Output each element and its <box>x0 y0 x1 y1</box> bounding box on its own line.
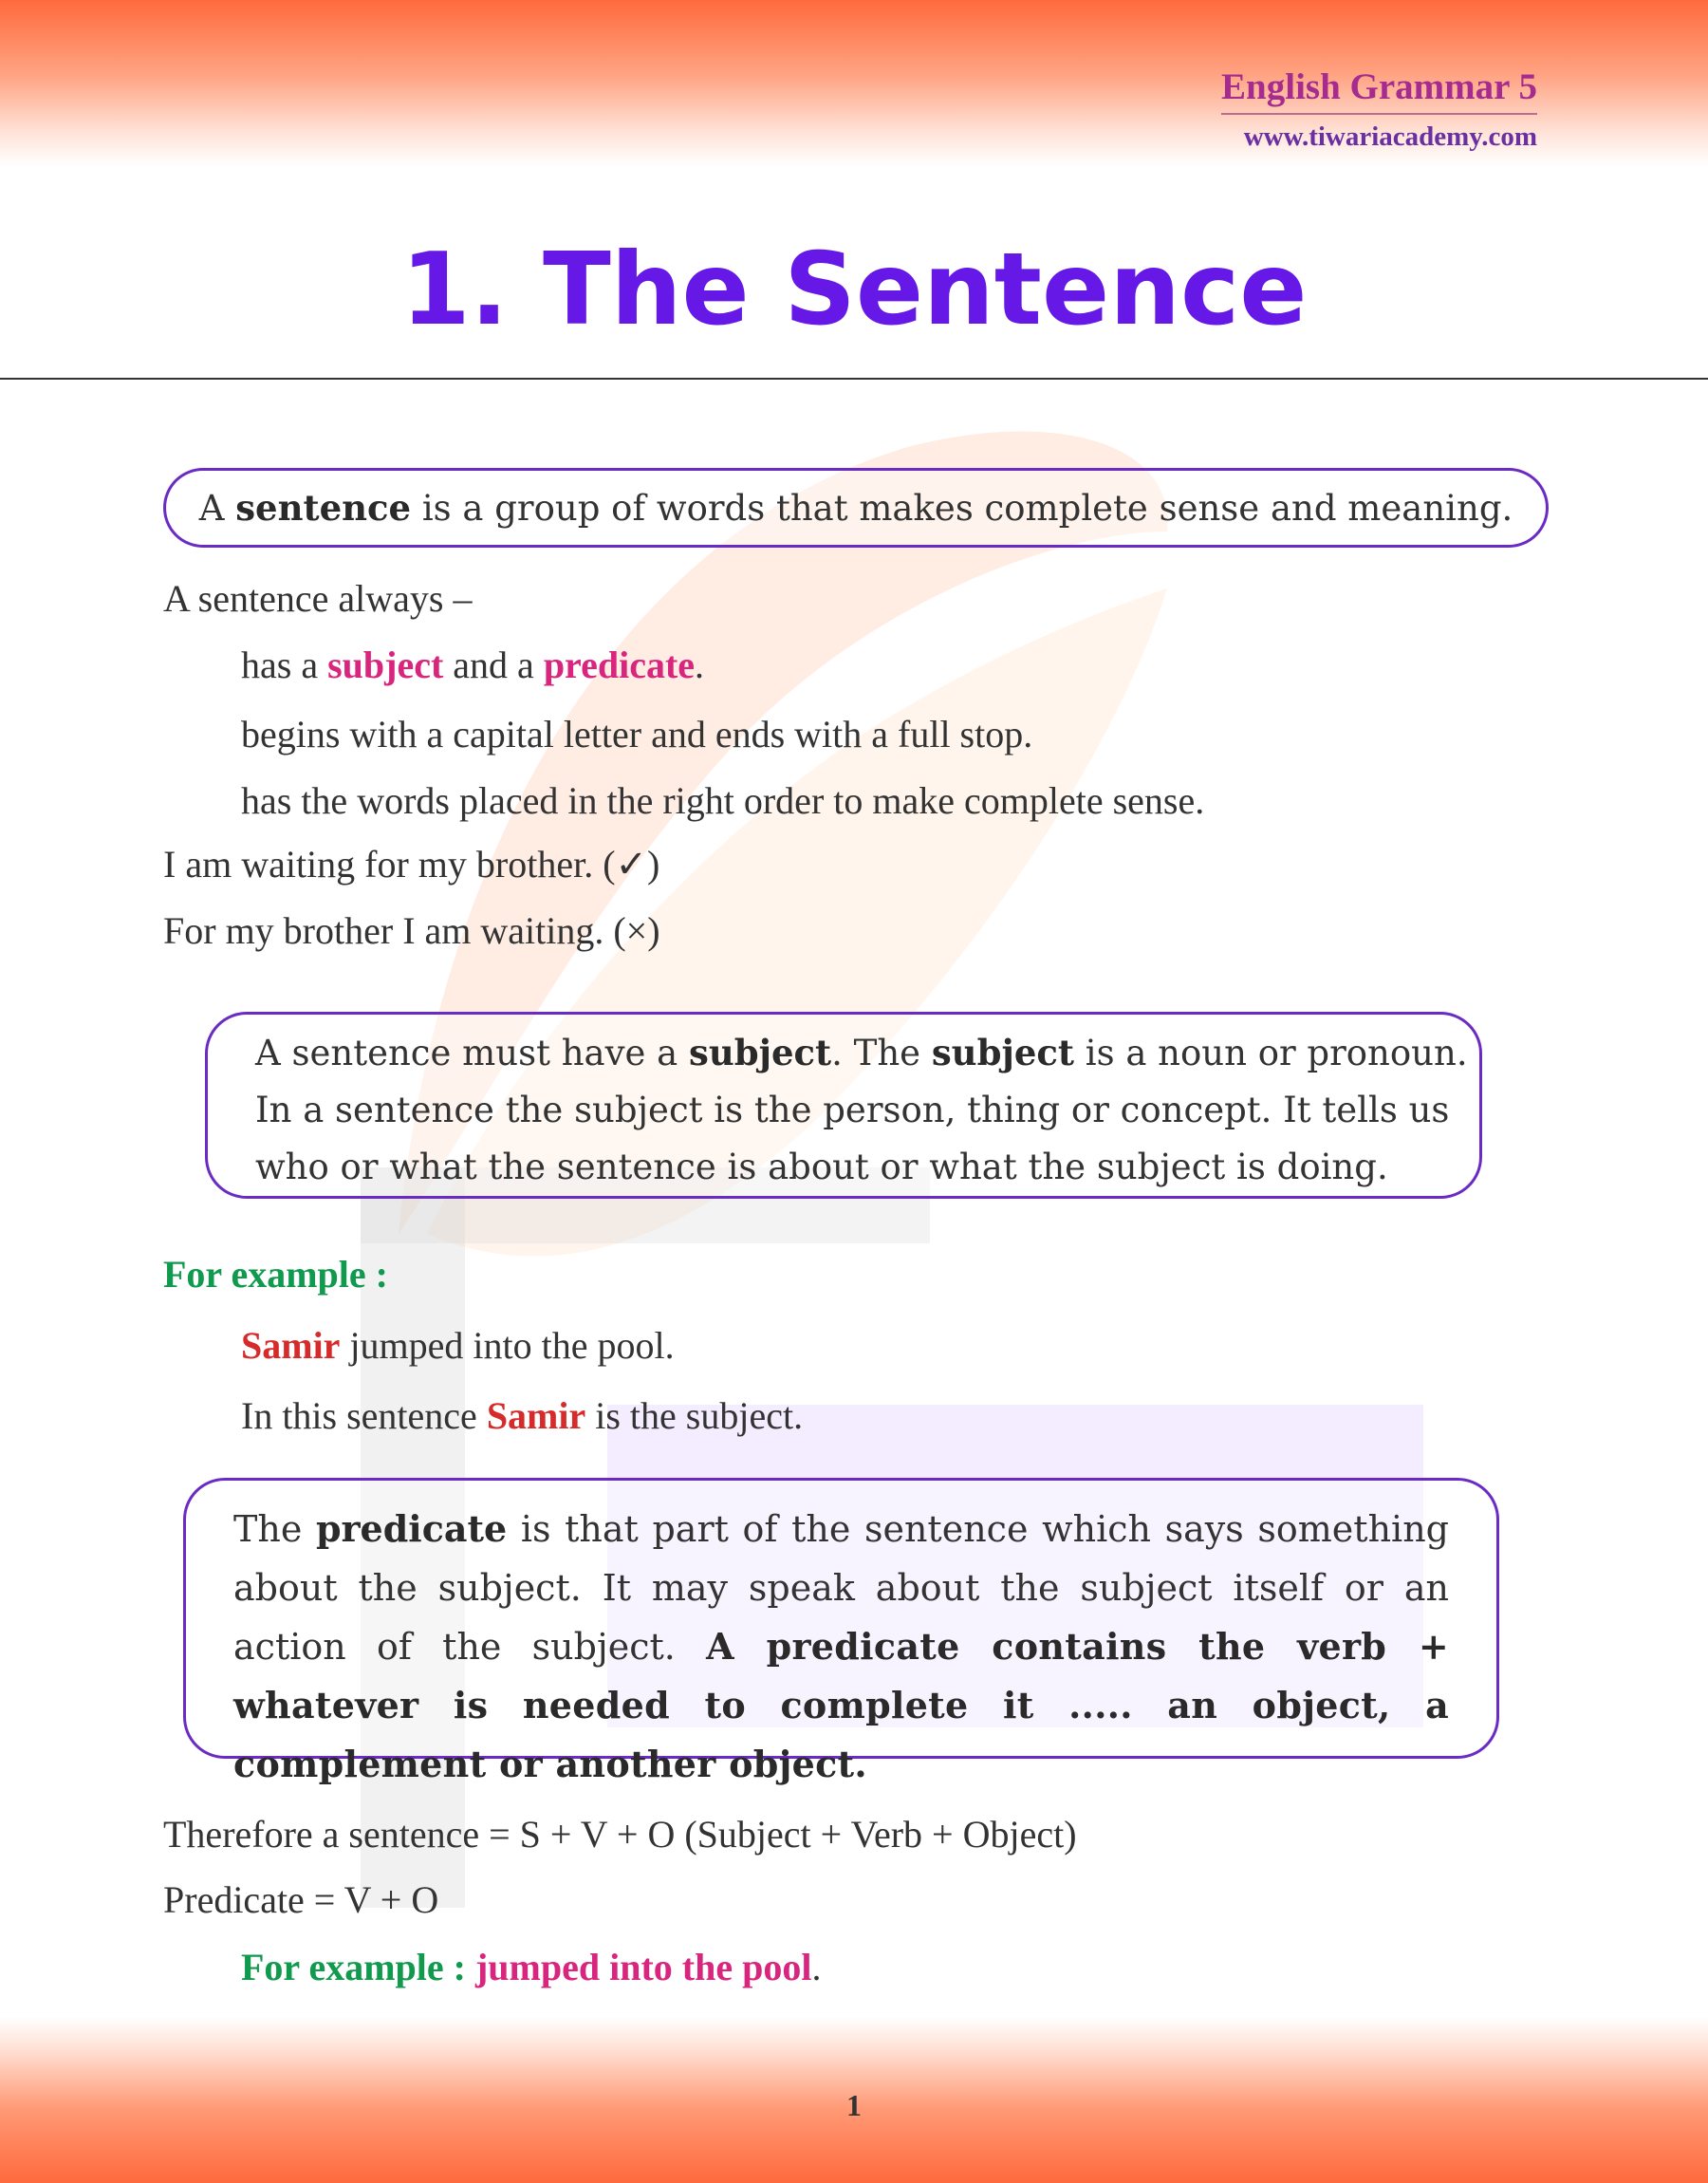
subject-box-line3: who or what the sentence is about or what the subject is doing. <box>255 1147 1388 1187</box>
item1-pre: has a <box>241 644 328 686</box>
definition-pre: A <box>198 488 236 529</box>
title-divider <box>0 378 1708 380</box>
predicate-definition-box <box>183 1478 1499 1785</box>
predicate-a: The <box>233 1508 316 1550</box>
predicate-b: predicate <box>315 1507 508 1550</box>
example-name: Samir <box>241 1324 341 1367</box>
subject-box-line2: In a sentence the subject is the person, thing or concept. It tells us <box>255 1090 1450 1130</box>
note-pre: In this sentence <box>241 1394 487 1437</box>
example-note <box>241 1392 803 1440</box>
subject-l1-a: A sentence must have a <box>255 1033 689 1073</box>
book-title: English Grammar 5 <box>1221 66 1537 107</box>
item1-mid: and a <box>443 644 544 686</box>
formula-sentence: Therefore a sentence = S + V + O (Subject + Verb + Object) <box>163 1813 1077 1856</box>
always-item-capital: begins with a capital letter and ends with a full stop. <box>241 713 1033 756</box>
subject-l1-d: subject <box>931 1032 1074 1073</box>
formula-predicate: Predicate = V + O <box>163 1878 439 1921</box>
brand-header <box>1221 66 1537 152</box>
chapter-title: 1. The Sentence <box>400 232 1308 347</box>
subject-box-line1 <box>255 1024 1479 1082</box>
always-item-order: has the words placed in the right order to make complete sense. <box>241 779 1205 822</box>
brand-divider <box>1221 113 1537 115</box>
item1-post: . <box>695 644 705 686</box>
subject-definition-box <box>205 1012 1482 1199</box>
subject-l1-c: . The <box>831 1033 932 1073</box>
for-example-label: For example : <box>163 1253 388 1296</box>
example-sentence <box>241 1322 675 1370</box>
item1-subject: subject <box>327 644 444 686</box>
formula-example-text: jumped into the pool <box>474 1946 812 1988</box>
item1-predicate: predicate <box>543 644 696 686</box>
definition-post: is a group of words that makes complete sense and meaning. <box>411 488 1513 529</box>
example-wrong: For my brother I am waiting. (×) <box>163 909 660 952</box>
website-url: www.tiwariacademy.com <box>1243 121 1537 152</box>
formula-example-end: . <box>811 1946 822 1988</box>
predicate-d: A predicate contains the verb + whatever is needed to complete it ..... an object, a complement or another object. <box>233 1625 1450 1785</box>
note-post: is the subject. <box>585 1394 804 1437</box>
formula-example-label: For example : <box>241 1946 475 1988</box>
subject-l1-b: subject <box>688 1032 832 1073</box>
note-name: Samir <box>486 1394 586 1437</box>
formula-example <box>241 1944 821 1991</box>
page-number: 1 <box>846 2088 862 2122</box>
example-correct: I am waiting for my brother. (✓) <box>163 843 660 886</box>
always-lead: A sentence always – <box>163 577 473 620</box>
sentence-definition-box <box>163 468 1549 548</box>
always-item-subject-predicate <box>241 642 704 689</box>
example-rest: jumped into the pool. <box>340 1324 675 1367</box>
definition-term: sentence <box>235 487 412 529</box>
predicate-c: is that part of the sentence which says something about the subject. It may speak about the subject itself or an action of the subject. <box>233 1508 1449 1668</box>
subject-l1-e: is a noun or pronoun. <box>1074 1033 1468 1073</box>
